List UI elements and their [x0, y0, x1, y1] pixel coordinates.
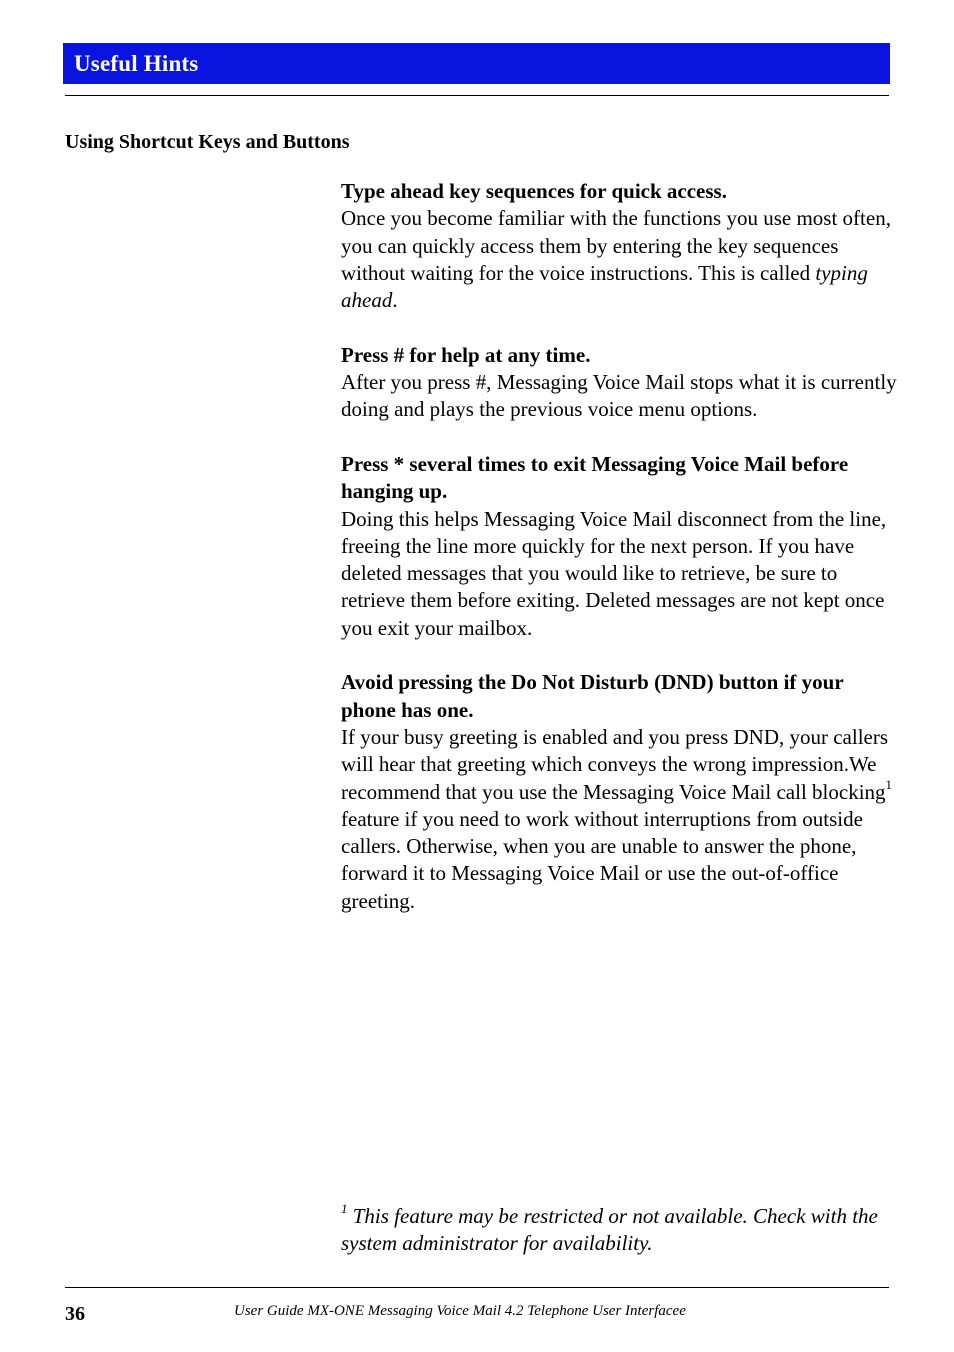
- footer-text: User Guide MX-ONE Messaging Voice Mail 4.2 Telephone User Interfacee: [234, 1303, 686, 1319]
- hint-body: [341, 724, 897, 915]
- hint-body: [341, 205, 897, 314]
- hint-body-italic: typing ahead: [341, 260, 868, 313]
- header-bar: [63, 43, 890, 84]
- footnote: [341, 1203, 897, 1258]
- hint-press-star: [341, 451, 897, 642]
- hint-body-text-end: feature if you need to work without interruptions from outside callers. Otherwise, when you are unable to answer the phone, forward it to Messaging Voice Mail or use the out-of-office greeting.: [341, 806, 863, 913]
- hint-body-text: Once you become familiar with the functions you use most often, you can quickly access them by entering the key sequences without waiting for the voice instructions. This is called: [341, 206, 891, 285]
- hint-body: Doing this helps Messaging Voice Mail disconnect from the line, freeing the line more quickly for the next person. If you have deleted messages that you would like to retrieve, be sure to retrieve them before exiting. Deleted messages are not kept once you exit your mailbox.: [341, 506, 887, 640]
- footnote-reference: 1: [885, 776, 893, 792]
- footnote-text: This feature may be restricted or not available. Check with the system administrator for availability.: [341, 1204, 878, 1256]
- hint-title: Avoid pressing the Do Not Disturb (DND) button if your phone has one.: [341, 670, 844, 722]
- hint-body-text: If your busy greeting is enabled and you press DND, your callers will hear that greeting which conveys the wrong impression.We recommend that you use the Messaging Voice Mail call blocking: [341, 724, 889, 804]
- hint-press-hash: [341, 342, 897, 424]
- top-divider: [65, 95, 889, 96]
- hint-type-ahead: [341, 178, 897, 314]
- hint-avoid-dnd: [341, 669, 897, 915]
- hint-title: Type ahead key sequences for quick access.: [341, 179, 727, 203]
- page-number: 36: [65, 1303, 85, 1325]
- bottom-divider: [65, 1287, 889, 1288]
- hints-content: [341, 178, 897, 942]
- header-title: Useful Hints: [74, 50, 199, 76]
- footnote-marker: 1: [341, 1201, 348, 1216]
- section-title: Using Shortcut Keys and Buttons: [65, 131, 350, 153]
- hint-title: Press * several times to exit Messaging Voice Mail before hanging up.: [341, 451, 849, 504]
- hint-body-text-end: .: [392, 288, 398, 313]
- hint-title: Press # for help at any time.: [341, 342, 591, 367]
- hint-body: After you press #, Messaging Voice Mail stops what it is currently doing and plays the previous voice menu options.: [341, 370, 897, 422]
